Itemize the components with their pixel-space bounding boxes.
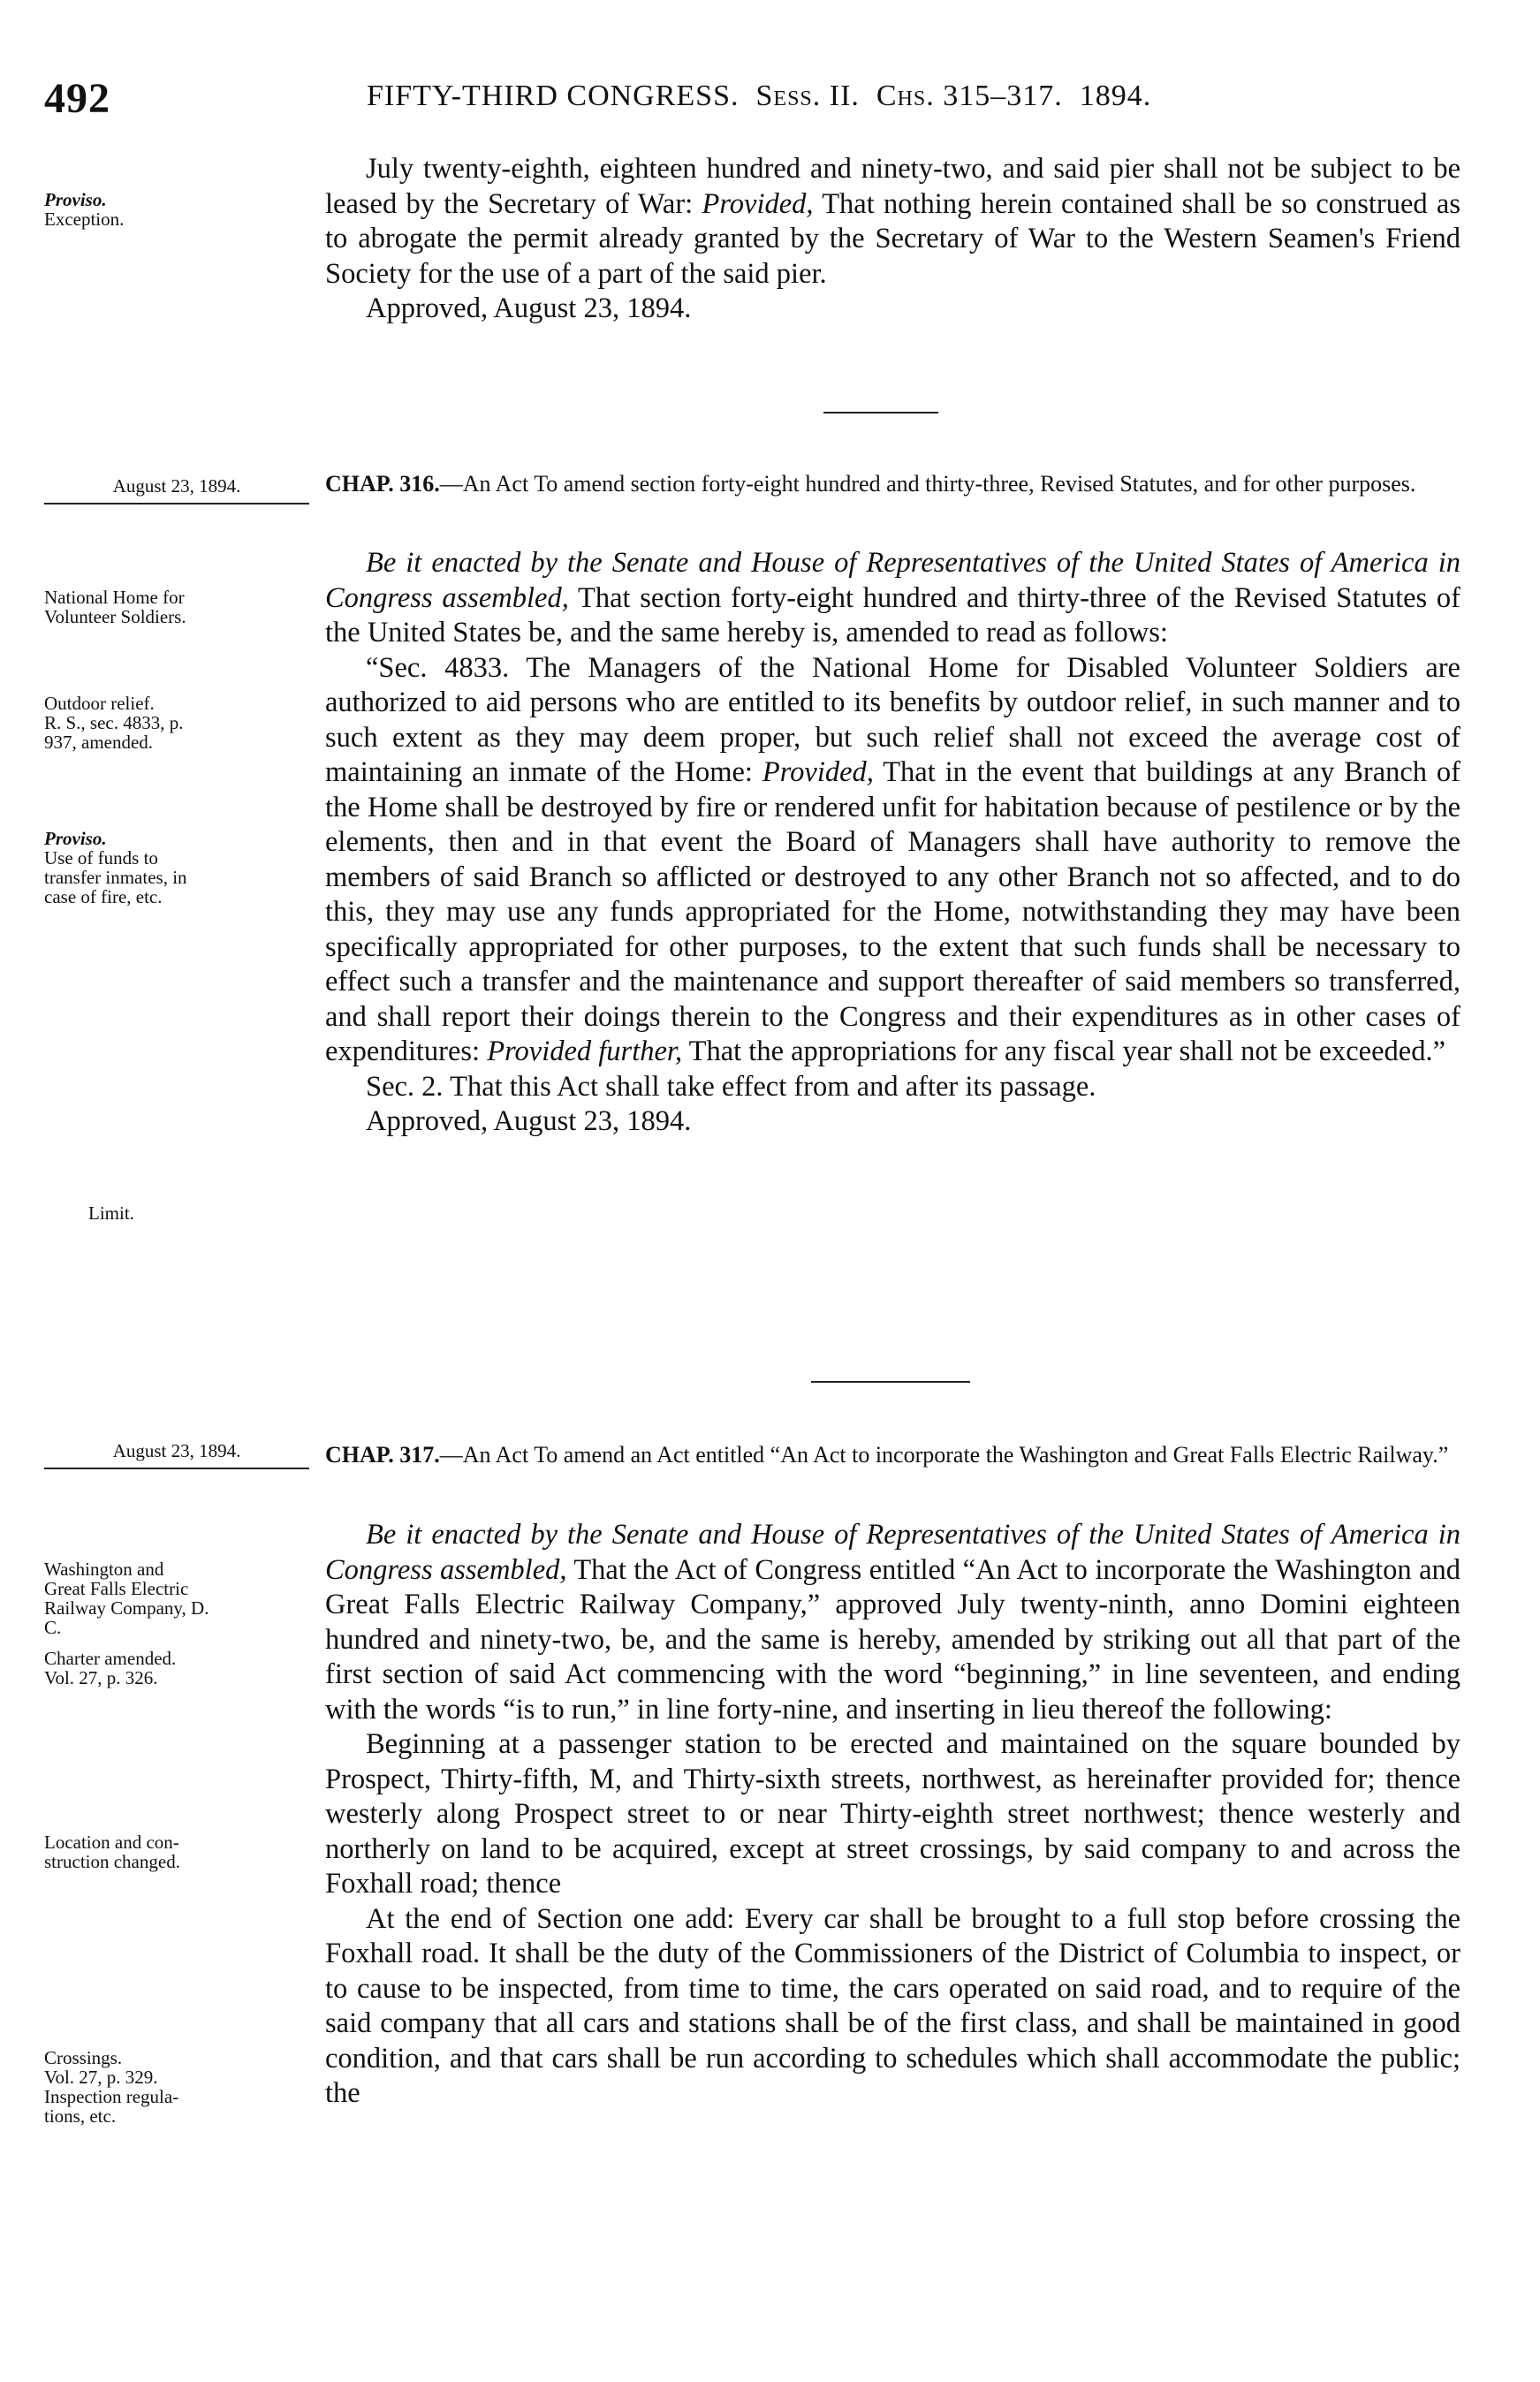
chap317-body [325, 1518, 1460, 2112]
margin-note-line: Use of funds to [44, 847, 158, 869]
chap317-heading [325, 1442, 1465, 1468]
margin-note-line: struction changed. [44, 1851, 180, 1872]
margin-note-line: Location and con- [44, 1832, 179, 1853]
chap316-heading [325, 471, 1465, 497]
margin-note-line: Charter amended. [44, 1648, 177, 1669]
margin-note-line: Vol. 27, p. 329. [44, 2067, 158, 2088]
paragraph-pier [325, 152, 1460, 292]
paragraph-end-section-one: At the end of Section one add: Every car shall be brought to a full stop before crossing the Foxhall road. It shall be the duty of the Commissioners of the District of Columbia to inspect, or to cause to be inspected, from time to time, the cars operated on said road, and to require of the said company that all cars and stations shall be of the first class, and shall be maintained in good condition, and that cars shall be run according to schedules which shall accommodate the public; the [325, 1902, 1460, 2109]
margin-note-line: Crossings. [44, 2047, 123, 2068]
margin-note-line: Great Falls Electric [44, 1578, 189, 1599]
running-title-session: Sess. II. [755, 80, 860, 112]
section-4833 [325, 651, 1460, 1070]
margin-note-use-of-funds [44, 829, 309, 907]
text-run: That the Act of Congress entitled “An Act to incorporate the Washington and Great Falls Electric Railway Company,” approved July twenty-ninth, anno Domini eighteen hundred and ninety-two, be, and the same is hereby, amended by striking out all that part of the first section of said Act commencing with the word “beginning,” in line seventeen, and ending with the words “is to run,” in line forty-nine, and inserting in lieu thereof the following: [325, 1553, 1460, 1726]
chap315-continuation [325, 152, 1460, 327]
text-run: July twenty-eighth, eighteen hundred and ninety-two, and said pier shall not be subject to be leased by the Secretary of War: [325, 153, 1460, 220]
text-run: “Sec. 4833. The Managers of the National Home for Disabled Volunteer Soldiers are authorized to aid persons who are entitled to its benefits by outdoor relief, in such manner and to such extent as they may deem proper, but such relief shall not exceed the average cost of maintaining an inmate of the Home: [325, 651, 1460, 788]
text-run: That section forty-eight hundred and thirty-three of the Revised Statutes of the United States be, and the same hereby is, amended to read as follows: [325, 581, 1460, 649]
text-run-italic: Provided, [762, 756, 874, 788]
running-title-congress: FIFTY-THIRD CONGRESS. [367, 80, 740, 112]
margin-note-national-home [44, 588, 309, 626]
margin-note-line: R. S., sec. 4833, p. [44, 712, 184, 733]
margin-note-line: case of fire, etc. [44, 886, 163, 907]
margin-note-line: transfer inmates, in [44, 867, 187, 888]
margin-note-proviso: Proviso. [44, 189, 107, 210]
text-run: That in the event that buildings at any Branch of the Home shall be destroyed by fire or rendered unfit for habitation because of pestilence or by the elements, then and in that event the Board of Managers shall have authority to remove the members of said Branch so afflicted or destroyed to any other Branch not so affected, and to do this, they may use any funds appropriated for the Home, notwithstanding they may have been specifically appropriated for other purposes, to the extent that such funds shall be necessary to effect such a transfer and the maintenance and support thereafter of said members so transferred, and shall report their doings therein to the Congress and their expenditures as in other cases of expenditures: [325, 756, 1461, 1067]
text-run-italic: Be it enacted by the Senate and House of Representatives of the United States of America in Congress assembled, [325, 547, 1460, 614]
margin-note-charter [44, 1649, 309, 1688]
chap317-label: CHAP. 317. [325, 1442, 440, 1468]
margin-note-outdoor-relief [44, 694, 309, 752]
running-title-chapters: Chs. 315–317. [876, 80, 1063, 112]
running-title-year: 1894. [1079, 80, 1152, 112]
text-run-italic: Provided further, [487, 1035, 683, 1067]
margin-note-line: Outdoor relief. [44, 693, 155, 714]
page-header [44, 74, 1476, 127]
section-divider [811, 1381, 970, 1383]
margin-note-line: Washington and [44, 1559, 164, 1580]
running-title [367, 80, 1151, 113]
margin-note-exception: Exception. [44, 209, 125, 230]
approved-316: Approved, August 23, 1894. [366, 1105, 692, 1137]
chap317-title: —An Act To amend an Act entitled “An Act to incorporate the Washington and Great Falls Electric Railway.” [439, 1442, 1449, 1468]
text-run-italic: Provided, [702, 187, 814, 220]
margin-note-line: 937, amended. [44, 732, 154, 753]
margin-note-proviso: Proviso. [44, 828, 107, 849]
margin-note-line: Railway Company, D. [44, 1597, 209, 1619]
text-run-italic: Be it enacted by the Senate and House of Representatives of the United States of America in Congress assembled, [325, 1519, 1460, 1586]
section-2: Sec. 2. That this Act shall take effect from and after its passage. [366, 1070, 1096, 1103]
margin-date-chap317: August 23, 1894. [44, 1440, 309, 1469]
page-number: 492 [44, 75, 110, 122]
margin-date-chap316: August 23, 1894. [44, 475, 309, 504]
margin-note-location [44, 1832, 309, 1871]
margin-note-line: Volunteer Soldiers. [44, 606, 186, 627]
margin-note-line: tions, etc. [44, 2105, 117, 2127]
chap316-label: CHAP. 316. [325, 471, 440, 497]
section-divider [823, 412, 938, 413]
margin-note-proviso-exception [44, 190, 309, 229]
margin-note-limit: Limit. [88, 1202, 134, 1224]
margin-note-line: C. [44, 1617, 62, 1638]
approved-315: Approved, August 23, 1894. [366, 292, 692, 324]
text-run: That the appropriations for any fiscal year shall not be exceeded.” [682, 1035, 1445, 1067]
margin-note-line: National Home for [44, 587, 185, 608]
enacting-clause-316 [325, 546, 1460, 651]
paragraph-beginning: Beginning at a passenger station to be erected and maintained on the square bounded by Prospect, Thirty-fifth, M, and Thirty-sixth streets, northwest, as hereinafter provided for; thence westerly along Prospect street to or near Thirty-eighth street northwest; thence westerly and northerly on land to be acquired, except at street crossings, by said company to and across the Foxhall road; thence [325, 1728, 1460, 1900]
margin-note-crossings [44, 2048, 309, 2126]
margin-note-washington [44, 1559, 309, 1637]
chap316-body [325, 546, 1460, 1140]
chap316-title: —An Act To amend section forty-eight hundred and thirty-three, Revised Statutes, and for other purposes. [439, 471, 1416, 497]
text-run: That nothing herein contained shall be so construed as to abrogate the permit already granted by the Secretary of War to the Western Seamen's Friend Society for the use of a part of the said pier. [325, 187, 1460, 290]
enacting-clause-317 [325, 1518, 1460, 1727]
margin-note-line: Inspection regula- [44, 2086, 179, 2107]
margin-note-line: Vol. 27, p. 326. [44, 1667, 158, 1688]
